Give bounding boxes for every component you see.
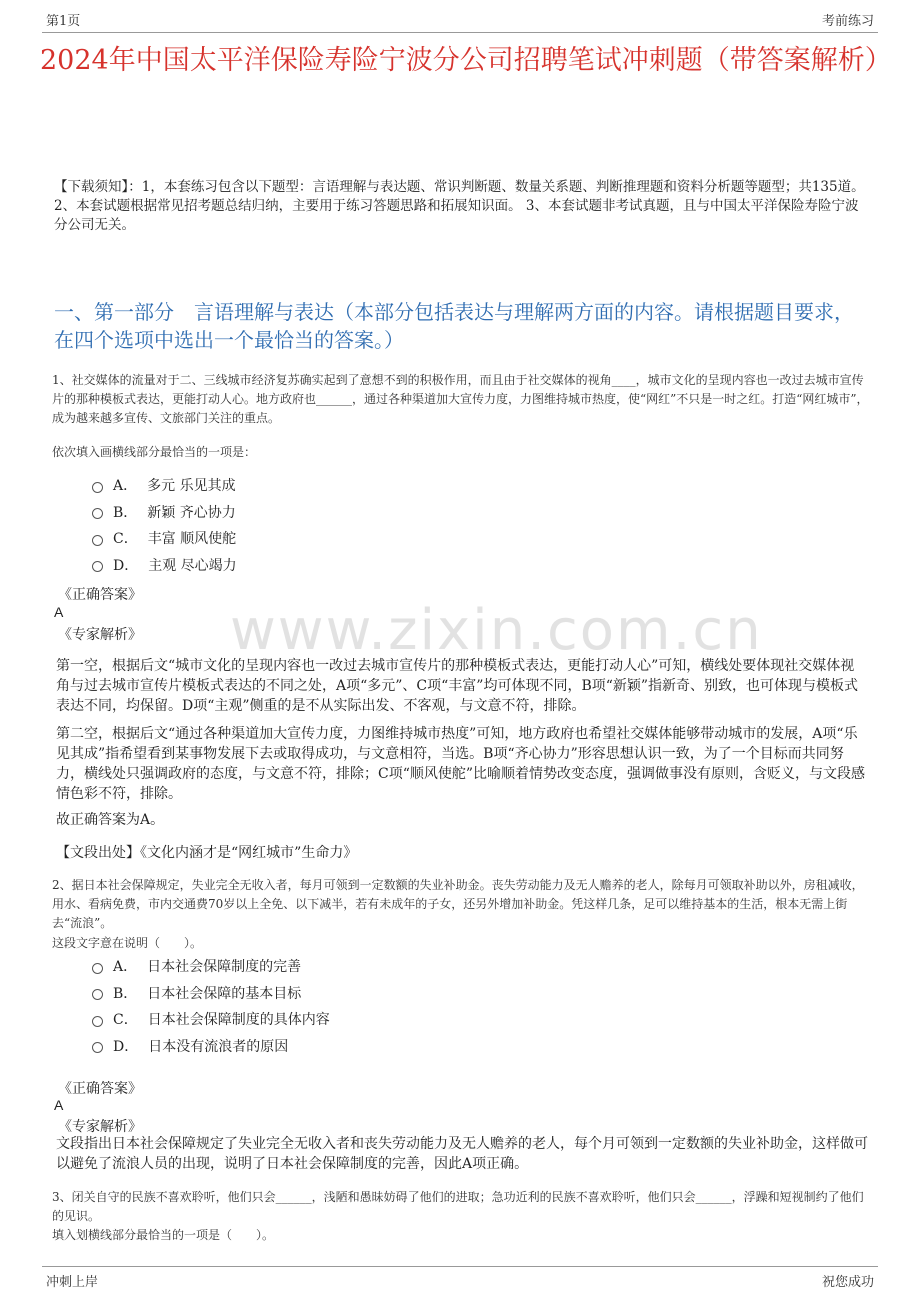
option-c[interactable]	[92, 1006, 330, 1033]
answer-value: A	[54, 1097, 64, 1113]
question-1-options	[92, 472, 237, 578]
option-text: 日本社会保障的基本目标	[147, 985, 302, 1002]
question-3-prompt: 填入划横线部分最恰当的一项是（ ）。	[52, 1228, 275, 1242]
option-letter: D．	[113, 557, 139, 574]
radio-icon[interactable]	[92, 508, 103, 519]
question-3-text: 3、闭关自守的民族不喜欢聆听，他们只会______，浅陋和愚昧妨碍了他们的进取；急功近利的民族不喜欢聆听，他们只会______，浮躁和短视制约了他们的见识。	[52, 1190, 864, 1223]
answer-label: 《正确答案》	[58, 587, 142, 603]
analysis-conclusion: 故正确答案为A。	[56, 812, 165, 828]
option-letter: A．	[113, 959, 138, 976]
radio-icon[interactable]	[92, 535, 103, 546]
question-2-analysis: 文段指出日本社会保障规定了失业完全无收入者和丧失劳动能力及无人赡养的老人，每个月可领到一定数额的失业补助金，这样做可以避免了流浪人员的出现，说明了日本社会保障制度的完善，因此A项正确。	[56, 1136, 868, 1172]
analysis-paragraph-1: 第一空，根据后文“城市文化的呈现内容也一改过去城市宣传片的那种模板式表达，更能打动人心”可知，横线处要体现社交媒体视角与过去城市宣传片模板式表达的不同之处，A项“多元”、C项“丰富”均可体现不同，B项“新颖”指新奇、别致，也可体现与模板式表达不同，均保留。D项“主观”侧重的是不从实际出发、不客观，与文意不符，排除。	[56, 658, 859, 714]
radio-icon[interactable]	[92, 989, 103, 1000]
footer-left: 冲刺上岸	[46, 1275, 99, 1290]
question-1-text: 1、社交媒体的流量对于二、三线城市经济复苏确实起到了意想不到的积极作用，而且由于社交媒体的视角____，城市文化的呈现内容也一改过去城市宣传片的那种模板式表达，更能打动人心。地方政府也______，通过各种渠道加大宣传力度，力图维持城市热度，使“网红”不只是一时之红。打造“网红城市”，成为越来越多宣传、文旅部门关注的重点。	[52, 373, 869, 425]
header-tagline: 考前练习	[821, 14, 874, 29]
analysis-label: 《专家解析》	[58, 1119, 142, 1135]
radio-icon[interactable]	[92, 561, 103, 572]
option-a[interactable]	[92, 953, 330, 980]
header-rule	[42, 32, 878, 33]
page-title: 2024年中国太平洋保险寿险宁波分公司招聘笔试冲刺题（带答案解析）	[40, 45, 892, 76]
answer-value: A	[54, 604, 64, 620]
option-letter: C．	[113, 531, 138, 548]
option-d[interactable]	[92, 1033, 330, 1060]
watermark: www.zixin.com.cn	[230, 598, 763, 663]
option-text: 日本社会保障制度的完善	[147, 959, 302, 976]
option-text: 日本没有流浪者的原因	[148, 1038, 289, 1055]
option-text: 丰富 顺风使舵	[147, 531, 237, 548]
answer-label: 《正确答案》	[58, 1081, 142, 1097]
question-1-prompt: 依次填入画横线部分最恰当的一项是：	[52, 445, 257, 459]
section-heading: 一、第一部分 言语理解与表达（本部分包括表达与理解两方面的内容。请根据题目要求，在四个选项中选出一个最恰当的答案。）	[54, 300, 854, 352]
option-text: 主观 尽心竭力	[148, 557, 237, 574]
header-page-number: 第1页	[46, 14, 81, 29]
radio-icon[interactable]	[92, 482, 103, 493]
radio-icon[interactable]	[92, 963, 103, 974]
option-b[interactable]	[92, 980, 330, 1007]
question-2-text: 2、据日本社会保障规定，失业完全无收入者，每月可领到一定数额的失业补助金。丧失劳动能力及无人赡养的老人，除每月可领取补助以外，房租减收，用水、看病免费，市内交通费70岁以上全免、以下减半，若有未成年的子女，还另外增加补助金。凭这样几条，足可以维持基本的生活，根本无需上街去“流浪”。	[52, 878, 864, 930]
download-notice: 【下载须知】：1，本套练习包含以下题型：言语理解与表达题、常识判断题、数量关系题、判断推理题和资料分析题等题型；共135道。 2、本套试题根据常见招考题总结归纳，主要用于练习答题思路和拓展知识面。 3、本套试题非考试真题，且与中国太平洋保险寿险宁波分公司无关。	[54, 179, 865, 233]
question-2-prompt: 这段文字意在说明（ ）。	[52, 936, 203, 950]
option-text: 多元 乐见其成	[147, 478, 236, 495]
option-a[interactable]	[92, 472, 237, 499]
analysis-label: 《专家解析》	[58, 627, 142, 643]
footer-right: 祝您成功	[821, 1275, 874, 1290]
question-2-options	[92, 953, 330, 1059]
option-text: 日本社会保障制度的具体内容	[147, 1012, 330, 1029]
option-b[interactable]	[92, 499, 237, 526]
option-letter: B．	[113, 504, 138, 521]
option-letter: D．	[113, 1038, 139, 1055]
analysis-paragraph-2: 第二空，根据后文“通过各种渠道加大宣传力度，力图维持城市热度”可知，地方政府也希望社交媒体能够带动城市的发展，A项“乐见其成”指希望看到某事物发展下去或取得成功，与文意相符，当选。B项“齐心协力”形容思想认识一致，为了一个目标而共同努力，横线处只强调政府的态度，与文意不符，排除；C项“顺风使舵”比喻顺着情势改变态度，强调做事没有原则，含贬义，与文段感情色彩不符，排除。	[56, 726, 866, 802]
option-d[interactable]	[92, 552, 237, 579]
option-letter: B．	[113, 985, 138, 1002]
option-letter: C．	[113, 1012, 138, 1029]
option-text: 新颖 齐心协力	[147, 504, 236, 521]
radio-icon[interactable]	[92, 1042, 103, 1053]
radio-icon[interactable]	[92, 1016, 103, 1027]
option-c[interactable]	[92, 525, 237, 552]
option-letter: A．	[113, 478, 138, 495]
passage-source: 【文段出处】《文化内涵才是“网红城市”生命力》	[56, 845, 358, 861]
footer-rule	[42, 1266, 878, 1267]
